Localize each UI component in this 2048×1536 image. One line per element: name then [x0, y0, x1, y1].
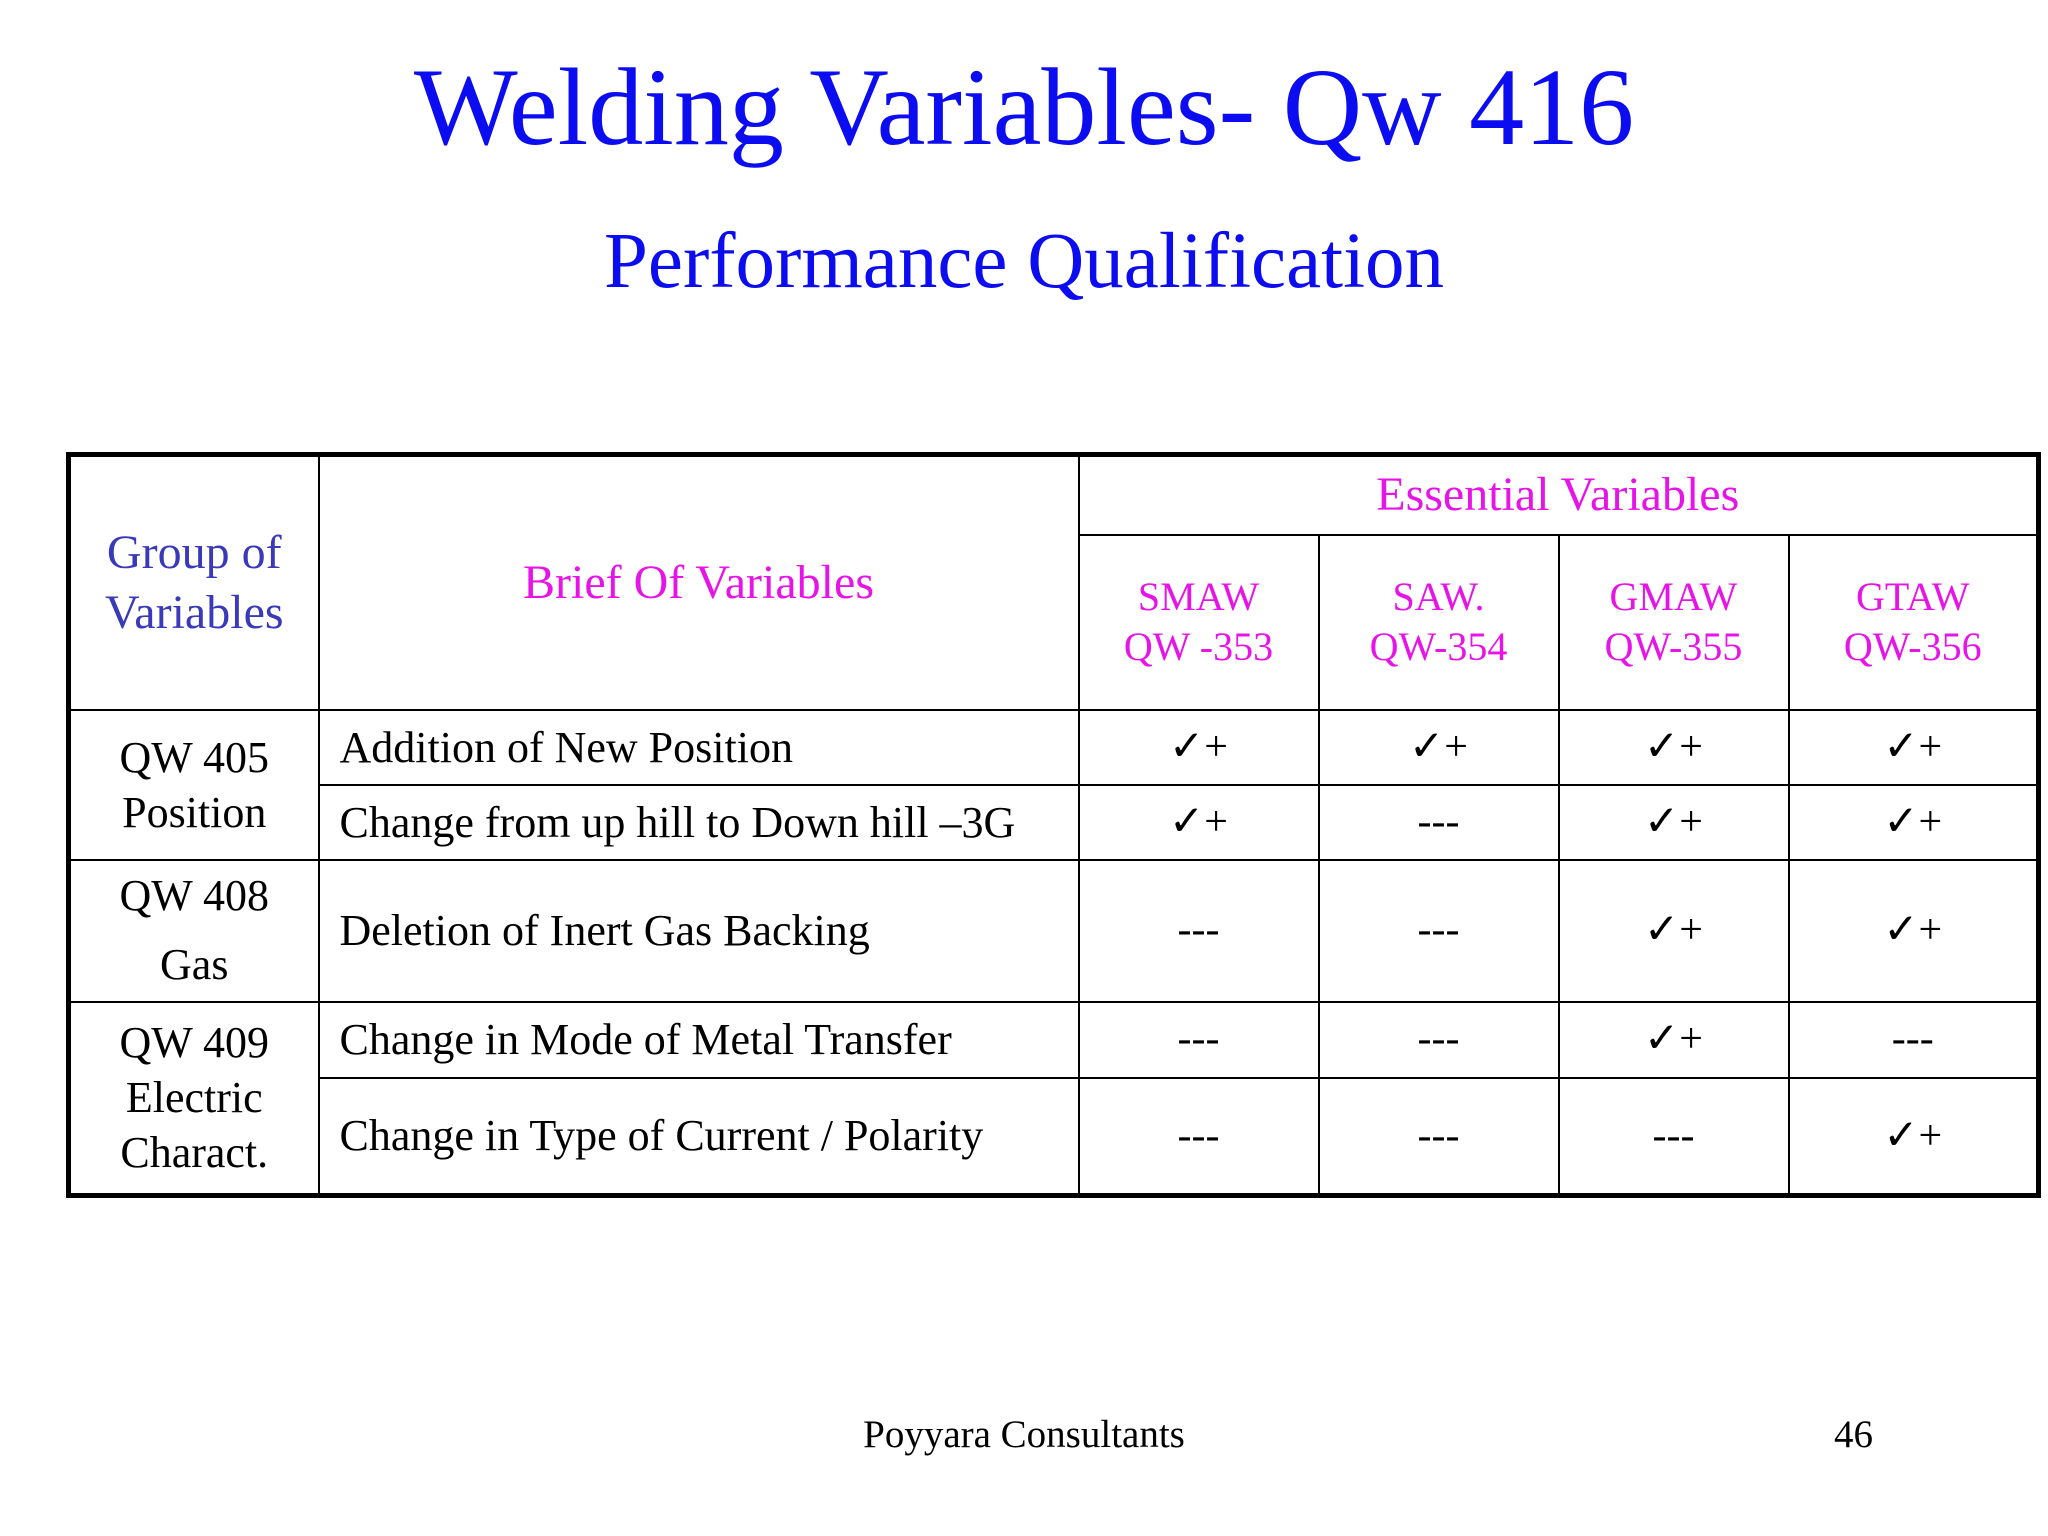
group-label-line: Gas — [160, 939, 229, 989]
group-label-line: QW 405 — [119, 732, 269, 782]
process-name: GMAW — [1609, 574, 1738, 619]
mark-cell: --- — [1319, 860, 1559, 1002]
process-code: QW-356 — [1843, 624, 1982, 669]
process-name: GTAW — [1855, 574, 1970, 619]
mark-cell: --- — [1079, 860, 1319, 1002]
group-label-line: Charact. — [120, 1128, 269, 1178]
group-label-line: QW 409 — [119, 1018, 269, 1068]
mark-cell: ✓+ — [1789, 785, 2039, 860]
group-header-line: Variables — [104, 585, 284, 639]
mark-cell: --- — [1789, 1002, 2039, 1078]
process-header-gtaw — [1789, 535, 2039, 710]
mark-cell: ✓+ — [1079, 785, 1319, 860]
mark-cell: --- — [1079, 1002, 1319, 1078]
mark-cell: ✓+ — [1789, 710, 2039, 785]
mark-cell: ✓+ — [1559, 710, 1789, 785]
mark-cell: --- — [1319, 1002, 1559, 1078]
process-code: QW-355 — [1604, 624, 1743, 669]
mark-cell: --- — [1319, 1078, 1559, 1196]
table-row — [69, 710, 2039, 785]
brief-of-variables-header: Brief Of Variables — [319, 455, 1079, 710]
table-row — [69, 1002, 2039, 1078]
brief-cell: Change from up hill to Down hill –3G — [319, 785, 1079, 860]
group-label-line: QW 408 — [119, 871, 269, 921]
group-cell-qw-409 — [69, 1002, 319, 1196]
slide-title: Welding Variables- Qw 416 — [413, 46, 1635, 168]
mark-cell: ✓+ — [1559, 1002, 1789, 1078]
mark-cell: ✓+ — [1319, 710, 1559, 785]
group-cell-qw-405 — [69, 710, 319, 860]
brief-cell: Change in Type of Current / Polarity — [319, 1078, 1079, 1196]
group-label-line: Position — [122, 787, 267, 837]
footer-organization: Poyyara Consultants — [863, 1413, 1185, 1456]
page-number: 46 — [1834, 1413, 1873, 1456]
mark-cell: ✓+ — [1559, 785, 1789, 860]
process-header-gmaw — [1559, 535, 1789, 710]
group-of-variables-header — [69, 455, 319, 710]
essential-variables-header: Essential Variables — [1079, 455, 2039, 535]
mark-cell: --- — [1559, 1078, 1789, 1196]
table-row — [69, 860, 2039, 1002]
table-row — [69, 1078, 2039, 1196]
mark-cell: ✓+ — [1789, 860, 2039, 1002]
process-header-saw — [1319, 535, 1559, 710]
mark-cell: --- — [1079, 1078, 1319, 1196]
slide-subtitle: Performance Qualification — [603, 218, 1445, 305]
process-header-smaw — [1079, 535, 1319, 710]
group-cell-qw-408 — [69, 860, 319, 1002]
process-code: QW-354 — [1369, 624, 1508, 669]
brief-cell: Addition of New Position — [319, 710, 1079, 785]
process-name: SAW. — [1392, 574, 1485, 619]
mark-cell: ✓+ — [1559, 860, 1789, 1002]
process-name: SMAW — [1137, 574, 1260, 619]
brief-cell: Change in Mode of Metal Transfer — [319, 1002, 1079, 1078]
group-header-line: Group of — [106, 525, 282, 579]
mark-cell: --- — [1319, 785, 1559, 860]
essential-variables-table — [66, 452, 2041, 1198]
mark-cell: ✓+ — [1079, 710, 1319, 785]
group-label-line: Electric — [125, 1073, 263, 1123]
brief-cell: Deletion of Inert Gas Backing — [319, 860, 1079, 1002]
process-code: QW -353 — [1123, 624, 1274, 669]
mark-cell: ✓+ — [1789, 1078, 2039, 1196]
table-row — [69, 785, 2039, 860]
